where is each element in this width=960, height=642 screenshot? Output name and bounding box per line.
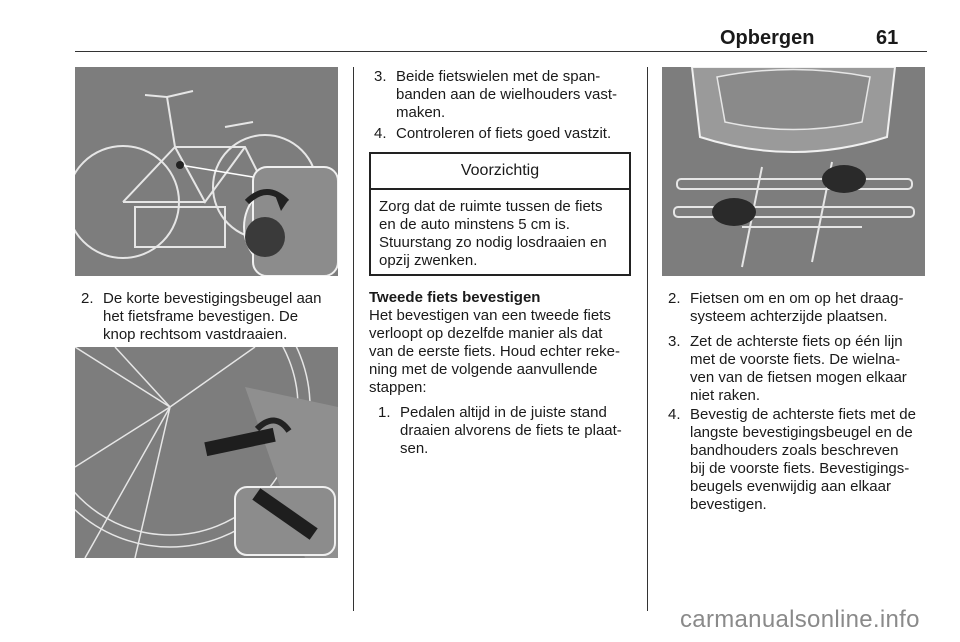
header-divider — [75, 51, 927, 52]
text-line: Controleren of fiets goed vastzit. — [396, 125, 612, 142]
step-text — [396, 125, 611, 143]
text-line: van de eerste fiets. Houd echter reke- — [369, 343, 620, 360]
two-bikes-illustration — [662, 67, 925, 276]
text-line: langste bevestigingsbeugel en de — [690, 424, 913, 441]
text-line: niet raken. — [690, 387, 761, 404]
caution-box — [369, 152, 631, 276]
text-line: ning met de volgende aanvullende — [369, 361, 598, 378]
text-line: en de auto minstens 5 cm is. — [379, 216, 570, 233]
text-line: Zet de achterste fiets op één lijn — [690, 333, 903, 350]
caution-text — [371, 190, 629, 270]
step-text — [396, 68, 617, 122]
page-number: 61 — [876, 27, 899, 49]
text-line: stappen: — [369, 379, 427, 396]
text-line: Bevestig de achterste fiets met de — [690, 406, 916, 423]
step-number: 4. — [668, 406, 681, 423]
step-text — [690, 333, 907, 405]
text-line: opzij zwenken. — [379, 252, 478, 269]
text-line: draaien alvorens de fiets te plaat- — [400, 422, 622, 439]
text-line: ven van de fietsen mogen elkaar — [690, 369, 907, 386]
watermark-link[interactable]: carmanualsonline.info — [680, 606, 920, 633]
text-line: bij de voorste fiets. Bevestigings- — [690, 460, 910, 477]
step-number: 1. — [378, 404, 391, 421]
text-line: het fietsframe bevestigen. De — [103, 308, 299, 325]
step-text — [690, 290, 903, 326]
step-number: 3. — [374, 68, 387, 85]
figure-wheel-strap — [75, 347, 338, 558]
step-text — [400, 404, 622, 458]
text-line: Beide fietswielen met de span- — [396, 68, 601, 85]
caution-title: Voorzichtig — [371, 154, 629, 190]
text-line: met de voorste fiets. De wielna- — [690, 351, 901, 368]
figure-two-bikes-top-view — [662, 67, 925, 276]
step-number: 2. — [668, 290, 681, 307]
text-line: bandhouders zoals beschreven — [690, 442, 899, 459]
step-number: 3. — [668, 333, 681, 350]
text-line: sen. — [400, 440, 429, 457]
text-line: bevestigen. — [690, 496, 767, 513]
figure-bicycle-mounting — [75, 67, 338, 276]
step-number: 2. — [81, 290, 94, 307]
second-bike-section — [369, 289, 639, 397]
text-line: Fietsen om en om op het draag- — [690, 290, 904, 307]
text-line: De korte bevestigingsbeugel aan — [103, 290, 322, 307]
bicycle-illustration — [75, 67, 338, 276]
text-line: Het bevestigen van een tweede fiets — [369, 307, 611, 324]
wheel-strap-illustration — [75, 347, 338, 558]
page-title: Opbergen — [720, 27, 815, 49]
step-number: 4. — [374, 125, 387, 142]
text-line: systeem achterzijde plaatsen. — [690, 308, 888, 325]
text-line: Pedalen altijd in de juiste stand — [400, 404, 607, 421]
column-divider-left — [353, 67, 354, 611]
column-divider-right — [647, 67, 648, 611]
text-line: banden aan de wielhouders vast- — [396, 86, 617, 103]
text-line: beugels evenwijdig aan elkaar — [690, 478, 891, 495]
step-text — [103, 290, 321, 344]
text-line: maken. — [396, 104, 446, 121]
text-line: verloopt op dezelfde manier als dat — [369, 325, 603, 342]
section-heading: Tweede fiets bevestigen — [369, 289, 541, 306]
text-line: knop rechtsom vastdraaien. — [103, 326, 288, 343]
text-line: Zorg dat de ruimte tussen de fiets — [379, 198, 603, 215]
step-text — [690, 406, 916, 514]
text-line: Stuurstang zo nodig losdraaien en — [379, 234, 607, 251]
